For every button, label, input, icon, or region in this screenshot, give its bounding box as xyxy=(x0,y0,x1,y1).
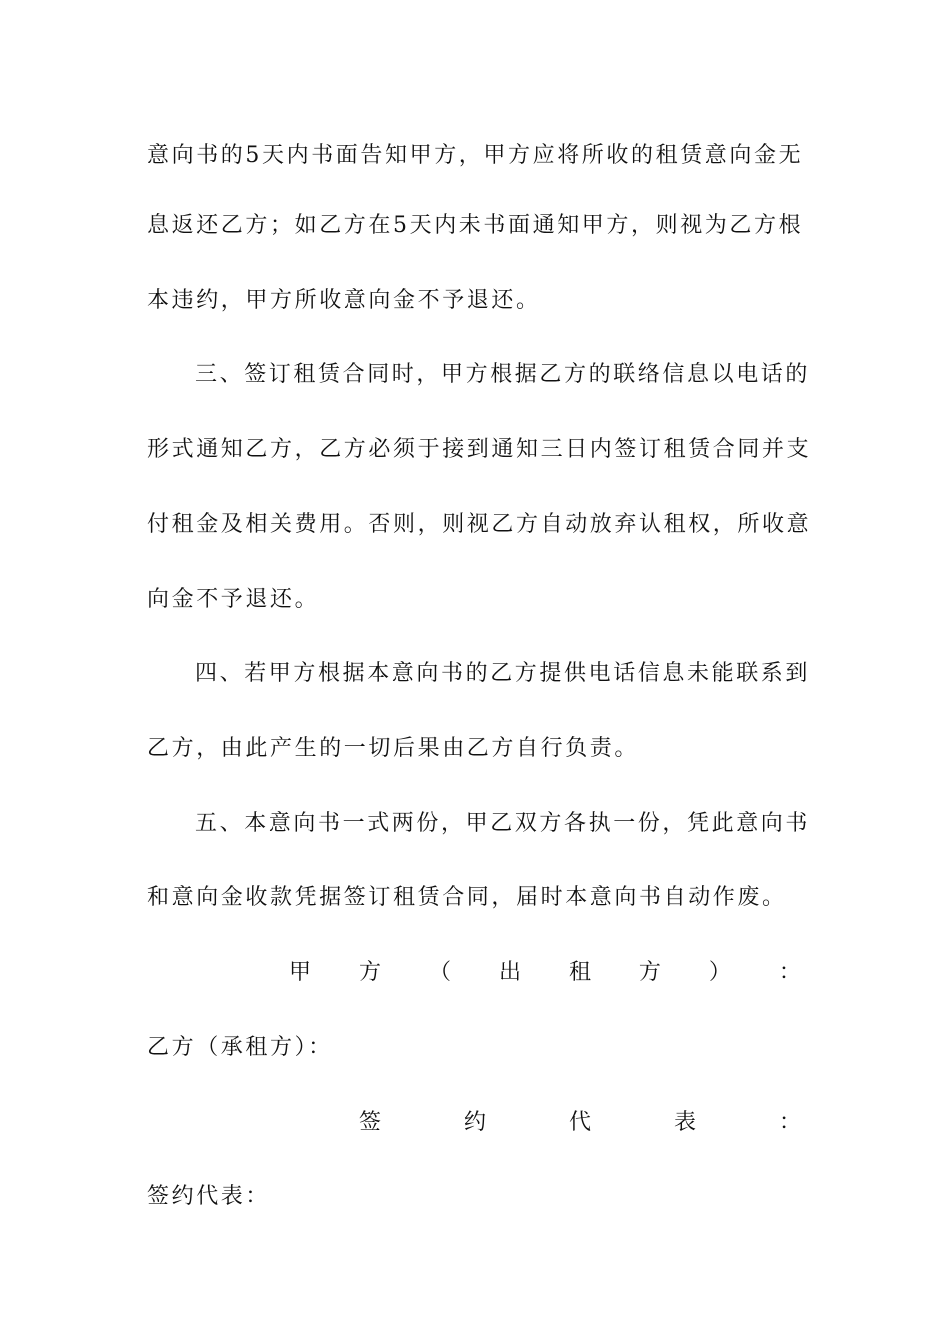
signatory-a-char: 约 xyxy=(463,1110,486,1135)
party-a-char: （ xyxy=(428,960,451,985)
signatory-a-char: 表 xyxy=(673,1110,696,1135)
party-a-label xyxy=(289,958,801,988)
signatory-a-label xyxy=(359,1108,801,1138)
paragraph-4-line-1: 四、若甲方根据本意向书的乙方提供电话信息未能联系到 xyxy=(195,661,811,686)
paragraph-3-line-2: 形式通知乙方，乙方必须于接到通知三日内签订租赁合同并支 xyxy=(147,437,812,462)
signatory-a-char: 签 xyxy=(359,1110,382,1135)
paragraph-2-line-3: 本违约，甲方所收意向金不予退还。 xyxy=(147,288,541,313)
signatory-a-char: 代 xyxy=(568,1110,591,1135)
party-a-char: 方 xyxy=(358,960,381,985)
party-a-char: 租 xyxy=(568,960,591,985)
party-b-label: 乙方（承租方）： xyxy=(147,1035,333,1060)
party-a-char: ： xyxy=(778,960,801,985)
party-a-char: 甲 xyxy=(289,960,312,985)
paragraph-2-line-2: 息返还乙方；如乙方在5天内未书面通知甲方，则视为乙方根 xyxy=(147,213,804,238)
party-a-char: 方 xyxy=(638,960,661,985)
paragraph-3-line-1: 三、签订租赁合同时，甲方根据乙方的联络信息以电话的 xyxy=(195,362,811,387)
signatory-b-label: 签约代表： xyxy=(147,1184,271,1209)
paragraph-4-line-2: 乙方，由此产生的一切后果由乙方自行负责。 xyxy=(147,736,640,761)
paragraph-3-line-4: 向金不予退还。 xyxy=(147,587,320,612)
paragraph-3-line-3: 付租金及相关费用。否则，则视乙方自动放弃认租权，所收意 xyxy=(147,512,812,537)
party-a-char: 出 xyxy=(498,960,521,985)
paragraph-5-line-1: 五、本意向书一式两份，甲乙双方各执一份，凭此意向书 xyxy=(195,811,811,836)
signatory-a-char: ： xyxy=(778,1110,801,1135)
paragraph-5-line-2: 和意向金收款凭据签订租赁合同，届时本意向书自动作废。 xyxy=(147,885,787,910)
party-a-char: ） xyxy=(708,960,731,985)
paragraph-2-line-1: 意向书的5天内书面告知甲方，甲方应将所收的租赁意向金无 xyxy=(147,143,804,168)
